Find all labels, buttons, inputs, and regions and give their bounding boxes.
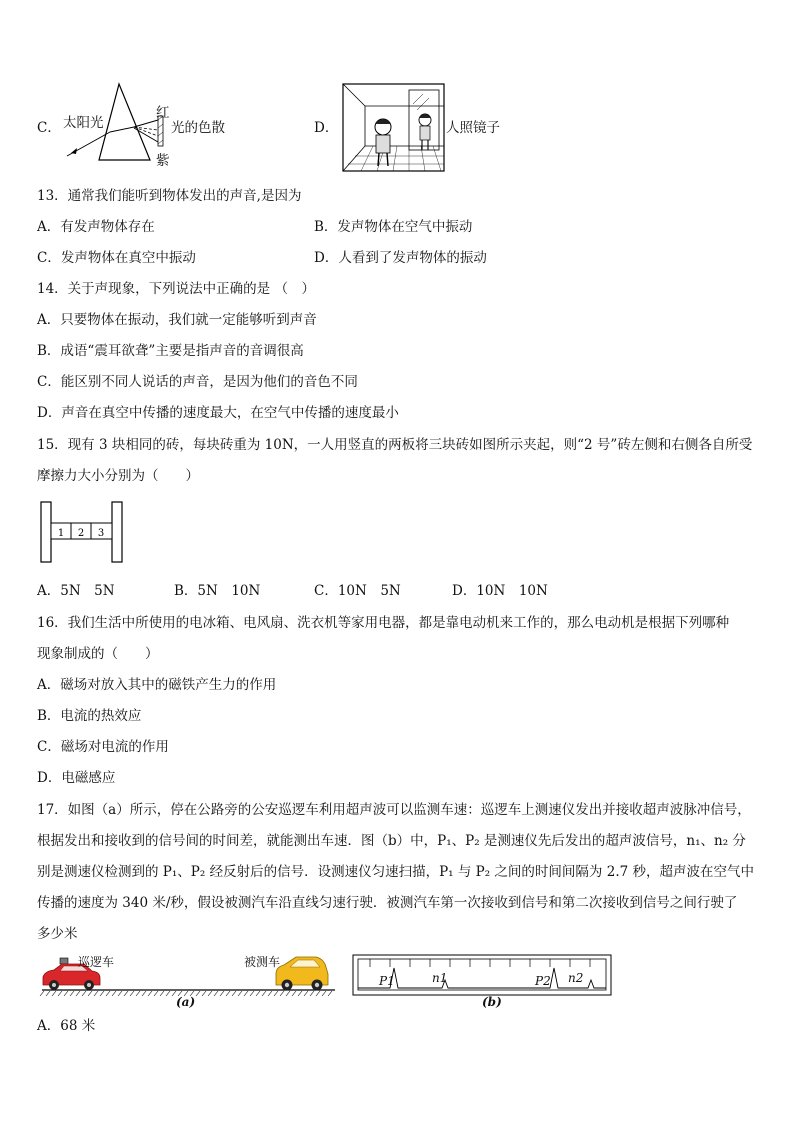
q17-stem-line2: 根据发出和接收到的信号间的时间差，就能测出车速．图（b）中，P₁、P₂ 是测速仪先后发出的超声波信号，n₁、n₂ 分 xyxy=(37,833,746,849)
bricks-figure xyxy=(40,501,126,563)
q16-option-d: D．电磁感应 xyxy=(37,770,116,786)
q14-stem: 14．关于声现象，下列说法中正确的是 （ ） xyxy=(37,281,315,297)
q14-option-d: D．声音在真空中传播的速度最大，在空气中传播的速度最小 xyxy=(37,405,399,421)
brick-3-label: 3 xyxy=(97,528,105,539)
q17-option-a: A．68 米 xyxy=(37,1018,96,1034)
figure-b-label: (b) xyxy=(482,995,502,1009)
q15-stem-line2: 摩擦力大小分别为（ ） xyxy=(37,468,199,484)
n2-label: n2 xyxy=(568,971,584,985)
q15-option-c: C．10N 5N xyxy=(314,583,401,599)
target-car-icon xyxy=(276,957,328,991)
q14-option-c: C．能区别不同人说话的声音，是因为他们的音色不同 xyxy=(37,374,358,390)
q16-stem-line1: 16．我们生活中所使用的电冰箱、电风扇、洗衣机等家用电器，都是靠电动机来工作的，那么电动机是根据下列哪种 xyxy=(37,615,730,631)
q17-stem-line4: 传播的速度为 340 米/秒，假设被测汽车沿直线匀速行驶．被测汽车第一次接收到信号和第二次接收到信号之间行驶了 xyxy=(37,895,738,911)
q17-stem-line1: 17．如图（a）所示，停在公路旁的公安巡逻车利用超声波可以监测车速：巡逻车上测速仪发出并接收超声波脉冲信号， xyxy=(37,802,751,818)
red-label: 红 xyxy=(156,105,170,121)
q17-stem-line3: 别是测速仪检测到的 P₁、P₂ 经反射后的信号．设测速仪匀速扫描，P₁ 与 P₂ 之间的时间间隔为 2.7 秒，超声波在空气中 xyxy=(37,864,754,880)
q16-stem-line2: 现象制成的（ ） xyxy=(37,646,159,662)
figure-a-label: (a) xyxy=(176,995,196,1009)
patrol-car-label: 巡逻车 xyxy=(78,955,115,969)
sunlight-label: 太阳光 xyxy=(63,115,104,131)
q13-option-d: D．人看到了发声物体的振动 xyxy=(314,250,487,266)
q13-option-b: B．发声物体在空气中振动 xyxy=(314,219,473,235)
mirror-caption: 人照镜子 xyxy=(446,120,500,136)
q14-option-b: B．成语“震耳欲聋”主要是指声音的音调很高 xyxy=(37,343,304,359)
p2-label: P2 xyxy=(535,974,551,988)
q16-option-a: A．磁场对放入其中的磁铁产生力的作用 xyxy=(37,677,277,693)
mirror-person-figure xyxy=(343,84,445,174)
q15-stem-line1: 15．现有 3 块相同的砖，每块砖重为 10N，一人用竖直的两板将三块砖如图所示夹起，则“2 号”砖左侧和右侧各自所受 xyxy=(37,437,753,453)
q13-stem: 13．通常我们能听到物体发出的声音,是因为 xyxy=(37,188,302,204)
n1-label: n1 xyxy=(432,971,448,985)
q14-option-a: A．只要物体在振动，我们就一定能够听到声音 xyxy=(37,312,317,328)
q13-option-a: A．有发声物体存在 xyxy=(37,219,155,235)
brick-1-label: 1 xyxy=(57,528,65,539)
option-d-label: D． xyxy=(314,120,339,136)
q17-stem-line5: 多少米 xyxy=(37,926,78,942)
q15-option-a: A．5N 5N xyxy=(37,583,115,599)
target-car-label: 被测车 xyxy=(244,955,281,969)
q15-option-b: B．5N 10N xyxy=(174,583,261,599)
q13-option-c: C．发声物体在真空中振动 xyxy=(37,250,196,266)
purple-label: 紫 xyxy=(156,153,170,169)
dispersion-caption: 光的色散 xyxy=(171,120,225,136)
brick-2-label: 2 xyxy=(77,528,85,539)
q15-option-d: D．10N 10N xyxy=(452,583,548,599)
q16-option-b: B．电流的热效应 xyxy=(37,708,142,724)
p1-label: P1 xyxy=(379,974,395,988)
option-c-label: C． xyxy=(37,120,61,136)
q16-option-c: C．磁场对电流的作用 xyxy=(37,739,169,755)
